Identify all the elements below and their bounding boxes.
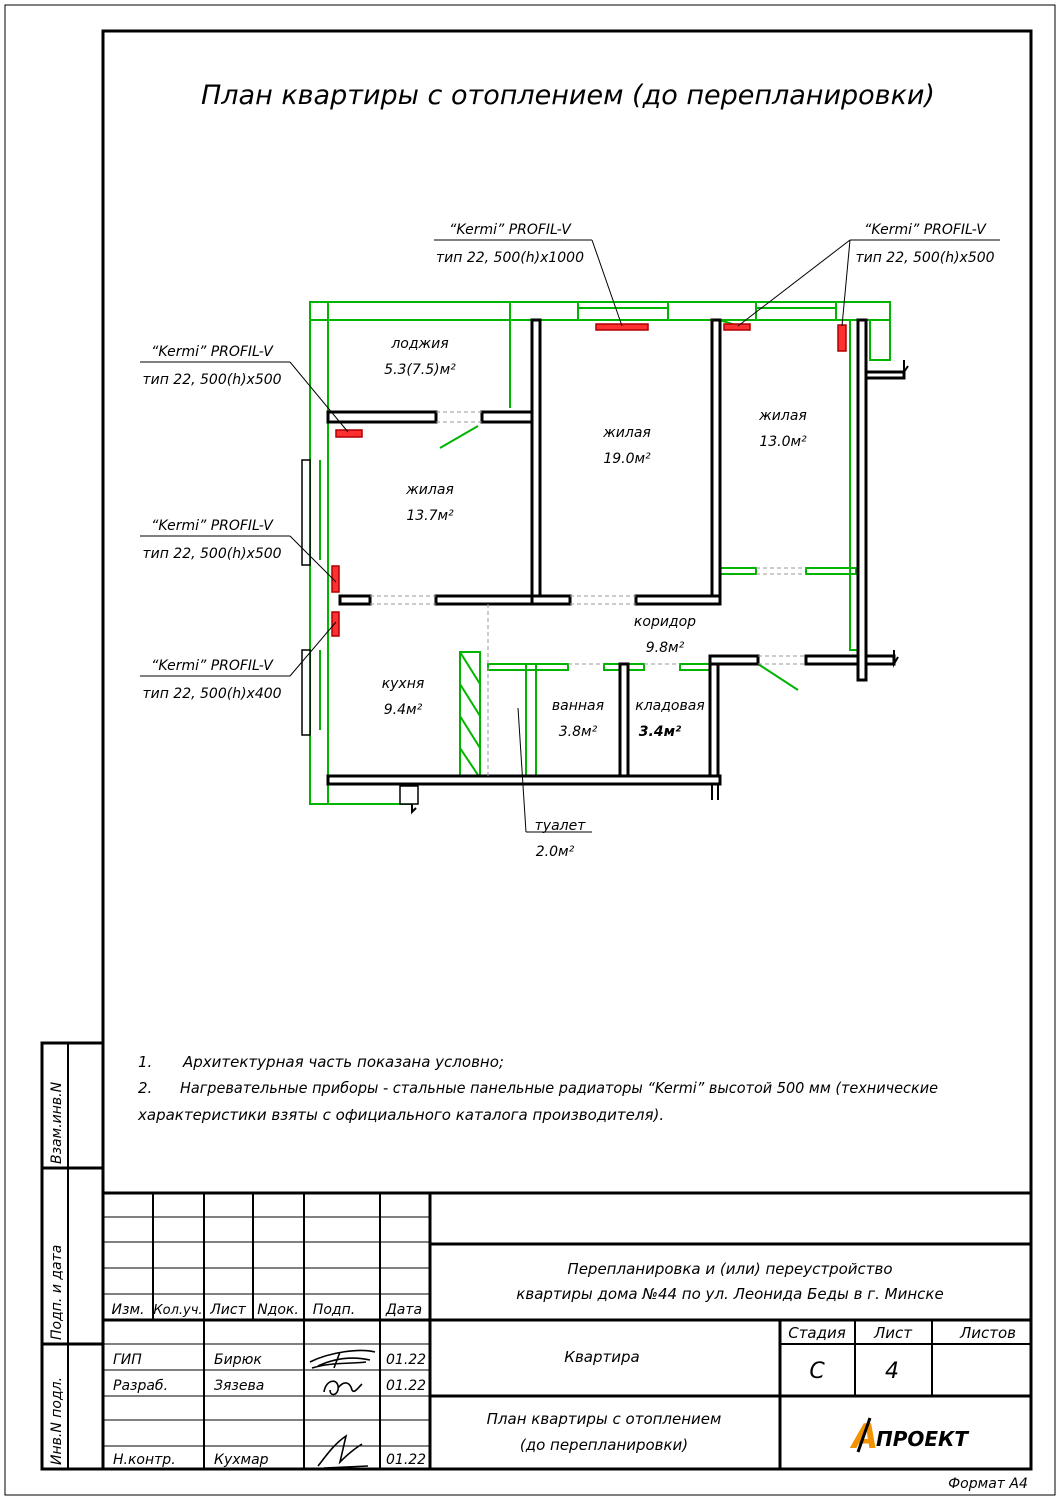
date-razrab: 01.22 <box>386 1378 427 1394</box>
date-nkontr: 01.22 <box>386 1452 427 1468</box>
floor-plan <box>140 222 1000 860</box>
room-toilet-area: 2.0м² <box>535 844 575 860</box>
room-bath-area: 3.8м² <box>558 724 598 740</box>
hdr-list: Лист <box>210 1302 246 1318</box>
room-living1-area: 13.7м² <box>406 508 454 524</box>
drawing-title: План квартиры с отоплением (до перепланировки) <box>201 80 935 111</box>
room-storage-name: кладовая <box>635 698 705 714</box>
sheet-title-2: (до перепланировки) <box>519 1436 689 1454</box>
door-openings <box>370 412 806 776</box>
signature-nkontr <box>318 1436 368 1468</box>
name-razrab: Зязева <box>214 1378 265 1394</box>
room-kitchen-area: 9.4м² <box>383 702 423 718</box>
project-line2: квартиры дома №44 по ул. Леонида Беды в г. Минске <box>516 1285 944 1303</box>
sheet-value: 4 <box>885 1359 899 1384</box>
sheet-label: Лист <box>873 1324 913 1342</box>
stamp-podp: Подп. и дата <box>49 1244 65 1340</box>
radiator-callouts <box>140 240 1000 676</box>
room-loggia-name: лоджия <box>391 336 449 352</box>
callout-top-center-model: “Kermi” PROFIL-V <box>449 222 571 238</box>
hdr-kol: Кол.уч. <box>153 1303 203 1318</box>
room-bath-name: ванная <box>551 698 605 714</box>
stage-value: С <box>809 1359 825 1384</box>
project-line1: Перепланировка и (или) переустройство <box>567 1260 893 1278</box>
role-nkontr: Н.контр. <box>113 1452 176 1468</box>
hdr-podp: Подп. <box>312 1302 356 1318</box>
stamp-inv: Инв.N подл. <box>49 1376 65 1465</box>
sheet-title-1: План квартиры с отоплением <box>486 1410 722 1428</box>
note2-line2: характеристики взяты с официального каталога производителя). <box>138 1106 665 1124</box>
note2-line1: Нагревательные приборы - стальные панельные радиаторы “Kermi” высотой 500 мм (технические <box>180 1079 938 1097</box>
hdr-ndok: Nдок. <box>257 1302 299 1318</box>
callout-top-right-spec: тип 22, 500(h)х500 <box>855 250 995 266</box>
logo-letter: А <box>852 1417 879 1457</box>
note1-number: 1. <box>138 1053 153 1071</box>
signature-razrab <box>324 1381 362 1394</box>
note2-number: 2. <box>138 1079 153 1097</box>
hdr-data: Дата <box>385 1302 423 1318</box>
callout-left1-model: “Kermi” PROFIL-V <box>151 344 273 360</box>
room-corridor-name: коридор <box>633 614 697 630</box>
name-gip: Бирюк <box>214 1352 262 1368</box>
room-living2-area: 19.0м² <box>603 451 651 467</box>
company-logo <box>849 1417 969 1457</box>
room-toilet-name: туалет <box>534 818 586 834</box>
callout-left1-spec: тип 22, 500(h)х500 <box>142 372 282 388</box>
signatures <box>310 1350 375 1468</box>
signature-gip <box>310 1350 375 1368</box>
room-living3-name: жилая <box>759 408 807 424</box>
sheets-label: Листов <box>959 1324 1017 1342</box>
stage-label: Стадия <box>788 1324 846 1342</box>
room-loggia-area: 5.3(7.5)м² <box>384 362 456 378</box>
callout-left2-spec: тип 22, 500(h)х500 <box>142 546 282 562</box>
room-kitchen-name: кухня <box>381 676 425 692</box>
hdr-izm: Изм. <box>111 1302 145 1318</box>
radiator-loggia <box>336 430 362 437</box>
note1-text: Архитектурная часть показана условно; <box>183 1053 504 1071</box>
object-name: Квартира <box>564 1348 640 1366</box>
role-razrab: Разраб. <box>113 1378 169 1394</box>
logo-text: ПРОЕКТ <box>876 1427 969 1451</box>
role-gip: ГИП <box>113 1352 142 1368</box>
room-living3-area: 13.0м² <box>759 434 807 450</box>
stamp-vzam: Взам.инв.N <box>49 1081 65 1164</box>
radiator-kitchen <box>332 612 339 636</box>
room-living2-name: жилая <box>603 425 651 441</box>
room-storage-area: 3.4м² <box>638 724 682 740</box>
radiator-top-right <box>724 324 750 330</box>
room-living1-name: жилая <box>406 482 454 498</box>
callout-top-right-model: “Kermi” PROFIL-V <box>864 222 986 238</box>
drawing-frame <box>103 31 1031 1469</box>
notes <box>137 1053 938 1124</box>
callout-left3-spec: тип 22, 500(h)х400 <box>142 686 282 702</box>
room-corridor-area: 9.8м² <box>645 640 685 656</box>
radiator-right-living <box>838 325 846 351</box>
callout-left2-model: “Kermi” PROFIL-V <box>151 518 273 534</box>
callout-top-center-spec: тип 22, 500(h)х1000 <box>435 250 585 266</box>
callout-left3-model: “Kermi” PROFIL-V <box>151 658 273 674</box>
name-nkontr: Кухмар <box>214 1452 269 1468</box>
format-label: Формат А4 <box>948 1476 1028 1492</box>
date-gip: 01.22 <box>386 1352 427 1368</box>
